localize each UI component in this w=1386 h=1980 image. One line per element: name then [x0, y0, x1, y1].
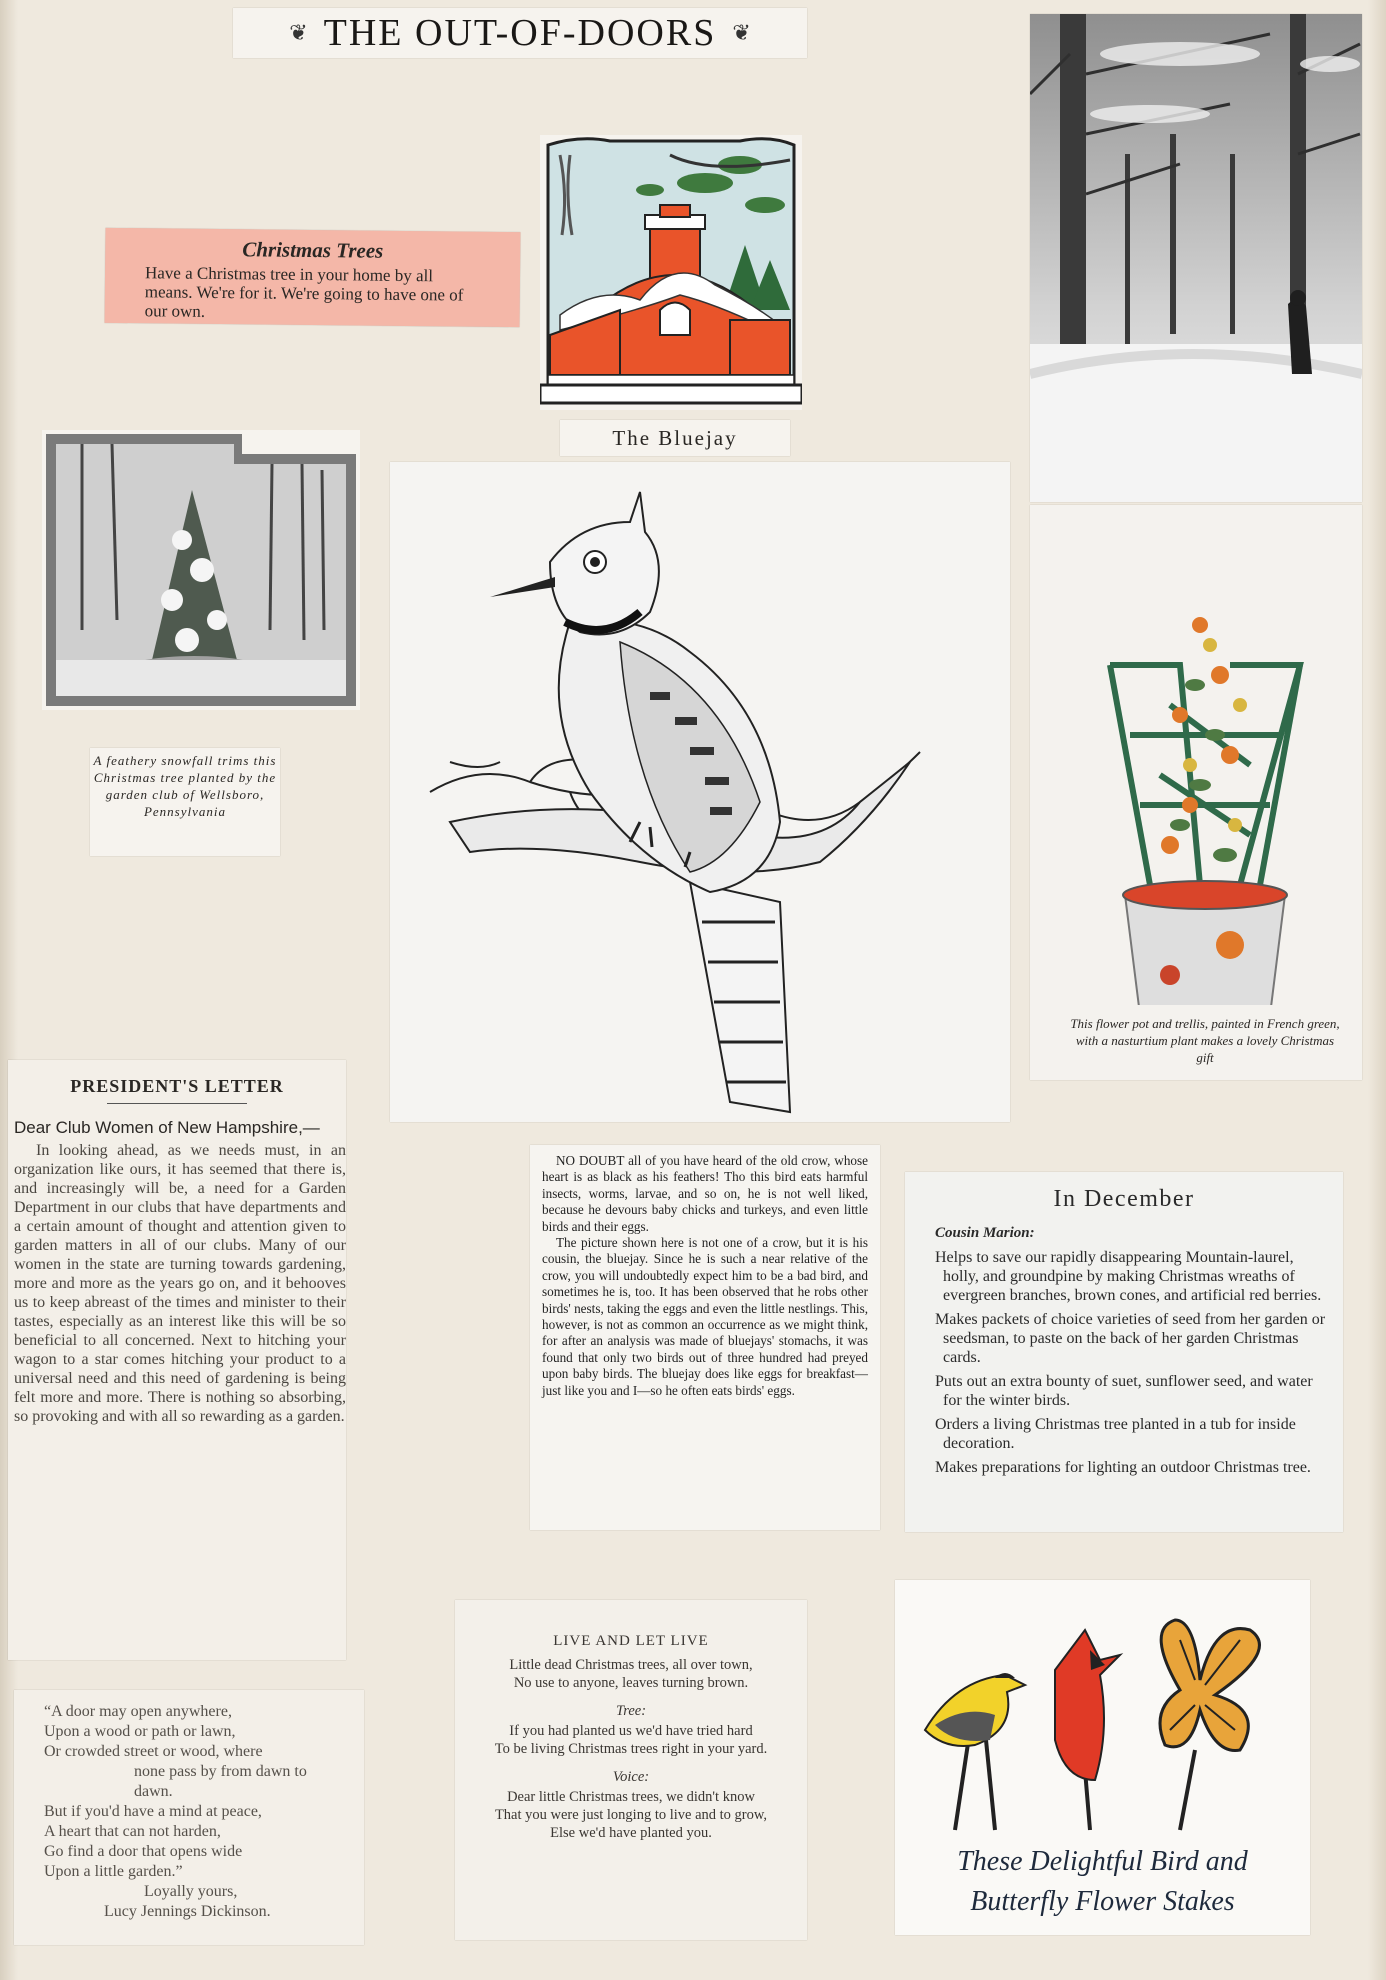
poem-line: Go find a door that opens wide — [44, 1843, 243, 1860]
poem-line: A heart that can not harden, — [44, 1823, 221, 1840]
in-december-title: In December — [1053, 1186, 1195, 1212]
poem-line: “A door may open anywhere, — [44, 1703, 232, 1720]
letter-signature: Lucy Jennings Dickinson. — [104, 1903, 271, 1920]
christmas-trees-body: Have a Christmas tree in your home by all means. We're for it. We're going to have one of our own. — [144, 263, 464, 321]
ornament-left-icon: ❦ — [289, 20, 308, 45]
christmas-trees-clipping — [105, 228, 521, 327]
title-rule — [107, 1103, 247, 1104]
poem-line: Upon a little garden.” — [44, 1863, 183, 1880]
christmas-tree-photo — [42, 430, 360, 710]
bluejay-heading: The Bluejay — [560, 420, 790, 456]
december-item: Puts out an extra bounty of suet, sunflower seed, and water for the winter birds. — [935, 1373, 1313, 1409]
poem-line: Little dead Christmas trees, all over town, — [509, 1657, 753, 1673]
letter-closing: Loyally yours, — [144, 1883, 238, 1900]
in-december-subtitle: Cousin Marion: — [935, 1225, 1035, 1241]
letter-salutation: Dear Club Women of New Hampshire,— — [14, 1118, 320, 1137]
ornament-right-icon: ❦ — [732, 20, 751, 45]
december-item: Makes preparations for lighting an outdoor Christmas tree. — [935, 1459, 1311, 1476]
bluejay-illustration — [390, 462, 1010, 1122]
page-header — [233, 8, 807, 58]
presidents-letter — [8, 1060, 346, 1660]
tree-photo-caption: A feathery snowfall trims this Christmas tree planted by the garden club of Wellsboro, Pennsylvania — [90, 748, 280, 856]
in-december-clipping — [905, 1172, 1343, 1532]
page-title: THE OUT-OF-DOORS — [323, 12, 717, 54]
snowy-house-illustration — [540, 135, 802, 410]
flower-stakes-ad — [895, 1580, 1310, 1935]
flower-pot-clipping — [1030, 505, 1362, 1080]
house-image — [540, 135, 802, 410]
stakes-caption — [895, 1842, 1310, 1922]
stakes-caption-line-2: Butterfly Flower Stakes — [970, 1886, 1235, 1917]
christmas-trees-title: Christmas Trees — [242, 237, 384, 263]
speaker-label: Tree: — [615, 1703, 647, 1719]
snowy-forest-photo — [1030, 14, 1362, 502]
poem-line: To be living Christmas trees right in your yard. — [494, 1741, 768, 1757]
forest-image — [1030, 14, 1362, 502]
poem-line: That you were just longing to live and to grow, — [494, 1807, 768, 1823]
bluejay-image — [390, 462, 1010, 1122]
stakes-caption-line-1: These Delightful Bird and — [957, 1846, 1248, 1877]
letter-body: In looking ahead, as we needs must, in an organization like ours, it has seemed that there is, and increasingly will be, a need for a Garden Department in our clubs that have departments and a certain amount of thought and attention given to garden matters in all of our clubs. Many of our women in the state are turning towards gardening, more and more as the years go on, and it behooves us to keep abreast of the times and minister to their tastes, especially as an interest like this will be so beneficial to all concerned. Next to hitching your wagon to a star comes hitching your product to a universal need and this need of gardening is being felt more and more. There is nothing so absorbing, so provoking and with all so rewarding as a garden. — [14, 1142, 346, 1425]
poem-title: LIVE AND LET LIVE — [553, 1633, 709, 1649]
article-paragraph-1: NO DOUBT all of you have heard of the old crow, whose heart is as black as his feathers! Tho this bird eats harmful insects, worms, larvae, and so on, he is not well liked, because he devours baby chicks and turkeys, and even little birds and their eggs. — [542, 1153, 868, 1234]
poem-line: But if you'd have a mind at peace, — [44, 1803, 262, 1820]
poem-line: none pass by from dawn to — [134, 1763, 307, 1780]
poem-line: Dear little Christmas trees, we didn't know — [507, 1789, 755, 1805]
flower-pot-image — [1030, 505, 1362, 1005]
poem-line: No use to anyone, leaves turning brown. — [513, 1675, 749, 1691]
letter-poem — [14, 1690, 364, 1945]
stakes-image — [895, 1580, 1310, 1840]
poem-line: If you had planted us we'd have tried hard — [509, 1723, 753, 1739]
poem-line: dawn. — [134, 1783, 173, 1800]
december-item: Helps to save our rapidly disappearing Mountain-laurel, holly, and groundpine by making Christmas wreaths of evergreen branches, brown cones, and artificial red berries. — [935, 1249, 1322, 1304]
poem-line: Else we'd have planted you. — [550, 1825, 712, 1841]
flower-pot-caption: This flower pot and trellis, painted in French green, with a nasturtium plant makes a lovely Christmas gift — [1070, 1016, 1340, 1065]
december-item: Makes packets of choice varieties of seed from her garden or seedsman, to paste on the back of her garden Christmas cards. — [935, 1311, 1326, 1366]
bluejay-article — [530, 1145, 880, 1530]
live-and-let-live-poem — [455, 1600, 807, 1940]
december-item: Orders a living Christmas tree planted in a tub for inside decoration. — [935, 1416, 1296, 1452]
article-paragraph-2: The picture shown here is not one of a crow, but it is his cousin, the bluejay. Since he is such a near relative of the crow, you will undoubtedly expect him to be a bad bird, and sometimes he is, too. It has been observed that he robs other birds' nests, taking the eggs and even the little nestlings. This, however, is not as common an occurrence as we might think, for after an analysis was made of bluejays' stomachs, it was found that only two birds out of three hundred had preyed upon baby birds. The bluejay does like eggs for breakfast—just like you and I—so he often eats birds' eggs. — [542, 1235, 868, 1398]
snow-tree-image — [42, 430, 360, 710]
presidents-letter-title: PRESIDENT'S LETTER — [70, 1076, 284, 1096]
speaker-label: Voice: — [612, 1769, 650, 1785]
poem-line: Upon a wood or path or lawn, — [44, 1723, 236, 1740]
poem-line: Or crowded street or wood, where — [44, 1743, 263, 1760]
